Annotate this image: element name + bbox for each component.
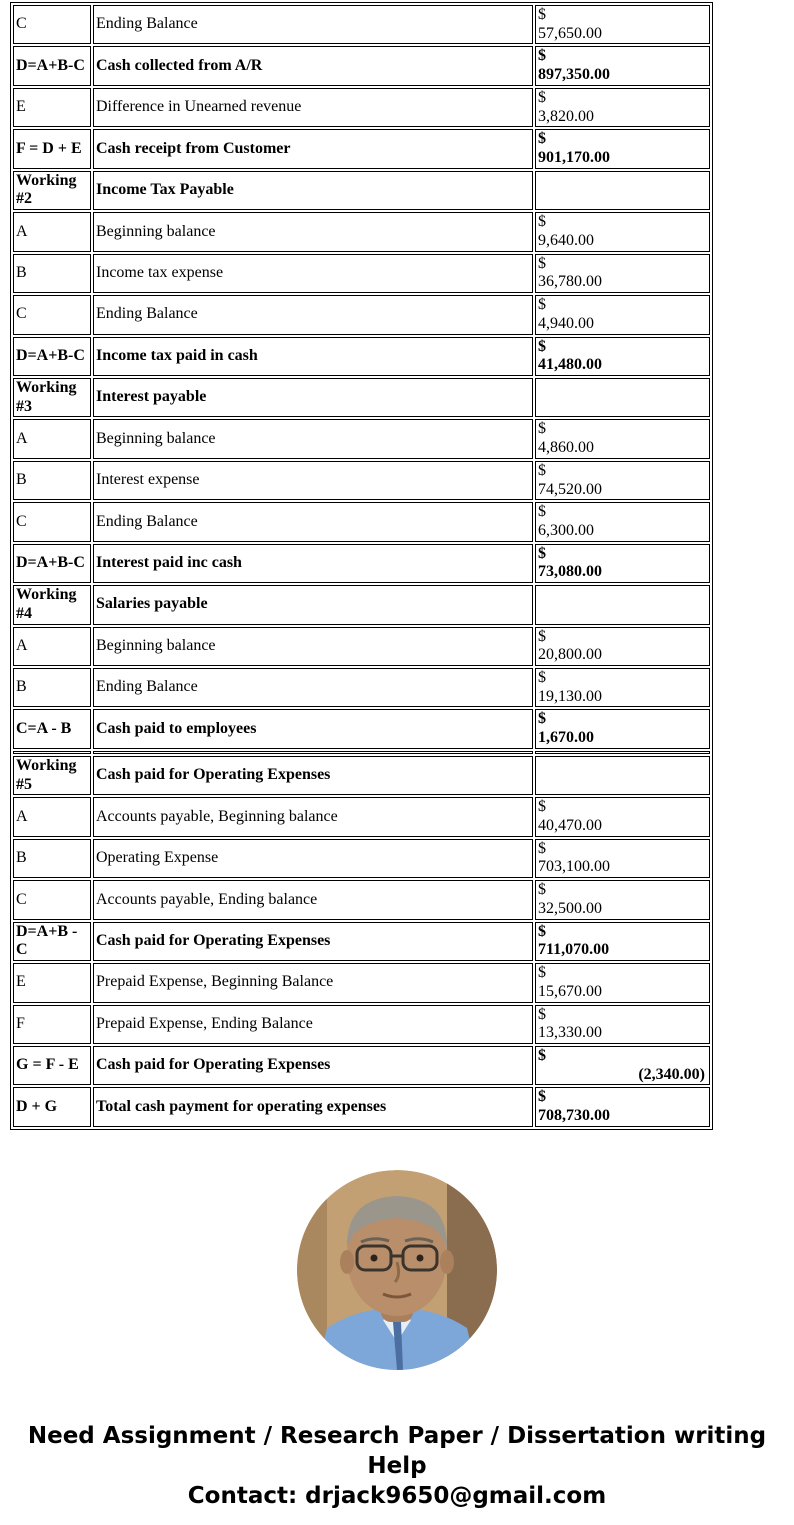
currency-symbol: $ <box>538 798 546 816</box>
row-code: A <box>13 419 91 458</box>
help-banner-contact: Contact: drjack9650@gmail.com <box>187 1482 607 1509</box>
row-amount <box>535 129 710 168</box>
amount-value: 13,330.00 <box>538 1024 602 1042</box>
separator-cell <box>535 751 710 754</box>
row-description: Operating Expense <box>93 839 533 878</box>
row-description: Interest paid inc cash <box>93 544 533 583</box>
row-amount <box>535 254 710 293</box>
currency-symbol: $ <box>538 922 546 940</box>
currency-symbol: $ <box>538 669 546 686</box>
row-code: D=A+B - C <box>13 922 91 961</box>
table-row <box>13 922 710 961</box>
row-code: B <box>13 668 91 707</box>
row-description: Cash paid for Operating Expenses <box>93 756 533 795</box>
row-amount <box>535 839 710 878</box>
currency-symbol: $ <box>538 6 546 23</box>
page <box>0 2 794 1511</box>
row-description: Ending Balance <box>93 5 533 44</box>
row-code: Working #3 <box>13 378 91 417</box>
row-description: Difference in Unearned revenue <box>93 88 533 127</box>
row-code: A <box>13 627 91 666</box>
table-row <box>13 880 710 919</box>
amount-value: 703,100.00 <box>538 858 610 876</box>
person-photo-avatar <box>297 1170 497 1370</box>
table-row <box>13 963 710 1002</box>
row-code: Working #4 <box>13 585 91 624</box>
amount-value: 711,070.00 <box>538 941 610 959</box>
row-amount <box>535 963 710 1002</box>
separator-cell <box>13 751 91 754</box>
amount-value: 40,470.00 <box>538 817 602 835</box>
table-row <box>13 627 710 666</box>
row-code: F <box>13 1005 91 1044</box>
avatar-section <box>297 1170 497 1370</box>
amount-value: 19,130.00 <box>538 687 602 705</box>
table-row <box>13 171 710 210</box>
row-description: Cash receipt from Customer <box>93 129 533 168</box>
row-amount <box>535 419 710 458</box>
amount-value: 3,820.00 <box>538 107 594 125</box>
row-amount <box>535 171 710 210</box>
cash-flow-workings-table <box>10 2 713 1130</box>
help-banner <box>12 1422 782 1512</box>
row-description: Cash collected from A/R <box>93 46 533 85</box>
row-description: Beginning balance <box>93 212 533 251</box>
amount-value: 9,640.00 <box>538 231 594 249</box>
row-description: Interest payable <box>93 378 533 417</box>
row-description: Ending Balance <box>93 502 533 541</box>
row-amount <box>535 756 710 795</box>
row-amount <box>535 5 710 44</box>
row-amount <box>535 1087 710 1126</box>
table-row <box>13 254 710 293</box>
row-code: A <box>13 797 91 836</box>
row-amount <box>535 668 710 707</box>
row-code: G = F - E <box>13 1046 91 1085</box>
row-description: Cash paid for Operating Expenses <box>93 922 533 961</box>
row-description: Income tax expense <box>93 254 533 293</box>
row-amount <box>535 337 710 376</box>
row-code: C <box>13 5 91 44</box>
amount-value: (2,340.00) <box>638 1065 705 1083</box>
amount-value: 73,080.00 <box>538 563 602 581</box>
row-code: B <box>13 461 91 500</box>
row-description: Prepaid Expense, Beginning Balance <box>93 963 533 1002</box>
currency-symbol: $ <box>538 1046 546 1064</box>
row-code: Working #2 <box>13 171 91 210</box>
row-description: Prepaid Expense, Ending Balance <box>93 1005 533 1044</box>
currency-symbol: $ <box>538 710 546 728</box>
row-description: Beginning balance <box>93 419 533 458</box>
table-row <box>13 709 710 748</box>
table-row <box>13 1005 710 1044</box>
amount-value: 4,860.00 <box>538 439 594 457</box>
table-row <box>13 756 710 795</box>
row-amount <box>535 585 710 624</box>
row-code: B <box>13 254 91 293</box>
currency-symbol: $ <box>538 420 546 438</box>
currency-symbol: $ <box>538 881 546 899</box>
row-amount <box>535 502 710 541</box>
row-code: C=A - B <box>13 709 91 748</box>
row-amount <box>535 922 710 961</box>
table-row <box>13 1087 710 1126</box>
amount-value: 32,500.00 <box>538 899 602 917</box>
table-row <box>13 585 710 624</box>
row-amount <box>535 1005 710 1044</box>
currency-symbol: $ <box>538 1005 546 1023</box>
currency-symbol: $ <box>538 337 546 355</box>
table-row <box>13 502 710 541</box>
table-row <box>13 668 710 707</box>
row-amount <box>535 46 710 85</box>
amount-value: 1,670.00 <box>538 729 594 747</box>
row-amount <box>535 627 710 666</box>
row-amount <box>535 1046 710 1085</box>
amount-value: 20,800.00 <box>538 646 602 664</box>
amount-value: 708,730.00 <box>538 1107 610 1125</box>
row-description: Accounts payable, Ending balance <box>93 880 533 919</box>
table-row <box>13 88 710 127</box>
row-amount <box>535 797 710 836</box>
currency-symbol: $ <box>538 88 546 106</box>
amount-value: 36,780.00 <box>538 273 602 291</box>
row-description: Cash paid to employees <box>93 709 533 748</box>
currency-symbol: $ <box>538 461 546 479</box>
table-row <box>13 46 710 85</box>
row-description: Ending Balance <box>93 668 533 707</box>
row-amount <box>535 88 710 127</box>
currency-symbol: $ <box>538 839 546 857</box>
amount-value: 74,520.00 <box>538 480 602 498</box>
amount-value: 901,170.00 <box>538 149 610 167</box>
amount-value: 6,300.00 <box>538 521 594 539</box>
currency-symbol: $ <box>538 964 546 982</box>
row-description: Ending Balance <box>93 295 533 334</box>
table-row <box>13 129 710 168</box>
row-amount <box>535 544 710 583</box>
currency-symbol: $ <box>538 213 546 231</box>
table-row <box>13 797 710 836</box>
currency-symbol: $ <box>538 254 546 272</box>
amount-value: 41,480.00 <box>538 356 602 374</box>
table-row <box>13 212 710 251</box>
row-description: Accounts payable, Beginning balance <box>93 797 533 836</box>
amount-value: 57,650.00 <box>538 24 602 42</box>
currency-symbol: $ <box>538 130 546 148</box>
row-description: Salaries payable <box>93 585 533 624</box>
row-code: F = D + E <box>13 129 91 168</box>
table-row <box>13 337 710 376</box>
amount-value: 15,670.00 <box>538 982 602 1000</box>
row-code: C <box>13 295 91 334</box>
row-code: B <box>13 839 91 878</box>
row-code: D + G <box>13 1087 91 1126</box>
currency-symbol: $ <box>538 503 546 521</box>
table-row <box>13 378 710 417</box>
currency-symbol: $ <box>538 544 546 562</box>
workings-table-body <box>13 5 710 1127</box>
currency-symbol: $ <box>538 627 546 645</box>
row-description: Income tax paid in cash <box>93 337 533 376</box>
row-amount <box>535 461 710 500</box>
section-separator-row <box>13 751 710 754</box>
row-code: E <box>13 963 91 1002</box>
table-row <box>13 1046 710 1085</box>
row-amount <box>535 212 710 251</box>
table-row <box>13 839 710 878</box>
row-amount <box>535 709 710 748</box>
row-description: Total cash payment for operating expenses <box>93 1087 533 1126</box>
row-code: C <box>13 880 91 919</box>
separator-cell <box>93 751 533 754</box>
row-description: Beginning balance <box>93 627 533 666</box>
row-description: Interest expense <box>93 461 533 500</box>
currency-symbol: $ <box>538 296 546 314</box>
table-row <box>13 295 710 334</box>
row-description: Income Tax Payable <box>93 171 533 210</box>
row-description: Cash paid for Operating Expenses <box>93 1046 533 1085</box>
row-code: Working #5 <box>13 756 91 795</box>
table-row <box>13 544 710 583</box>
amount-value: 897,350.00 <box>538 66 610 84</box>
currency-symbol: $ <box>538 47 546 65</box>
row-code: D=A+B-C <box>13 544 91 583</box>
table-row <box>13 419 710 458</box>
table-row <box>13 461 710 500</box>
table-row <box>13 5 710 44</box>
amount-value: 4,940.00 <box>538 314 594 332</box>
row-amount <box>535 880 710 919</box>
row-amount <box>535 295 710 334</box>
row-code: D=A+B-C <box>13 46 91 85</box>
row-amount <box>535 378 710 417</box>
currency-symbol: $ <box>538 1088 546 1106</box>
row-code: C <box>13 502 91 541</box>
help-banner-text: Need Assignment / Research Paper / Dissertation writing Help <box>27 1422 767 1479</box>
row-code: A <box>13 212 91 251</box>
row-code: E <box>13 88 91 127</box>
row-code: D=A+B-C <box>13 337 91 376</box>
